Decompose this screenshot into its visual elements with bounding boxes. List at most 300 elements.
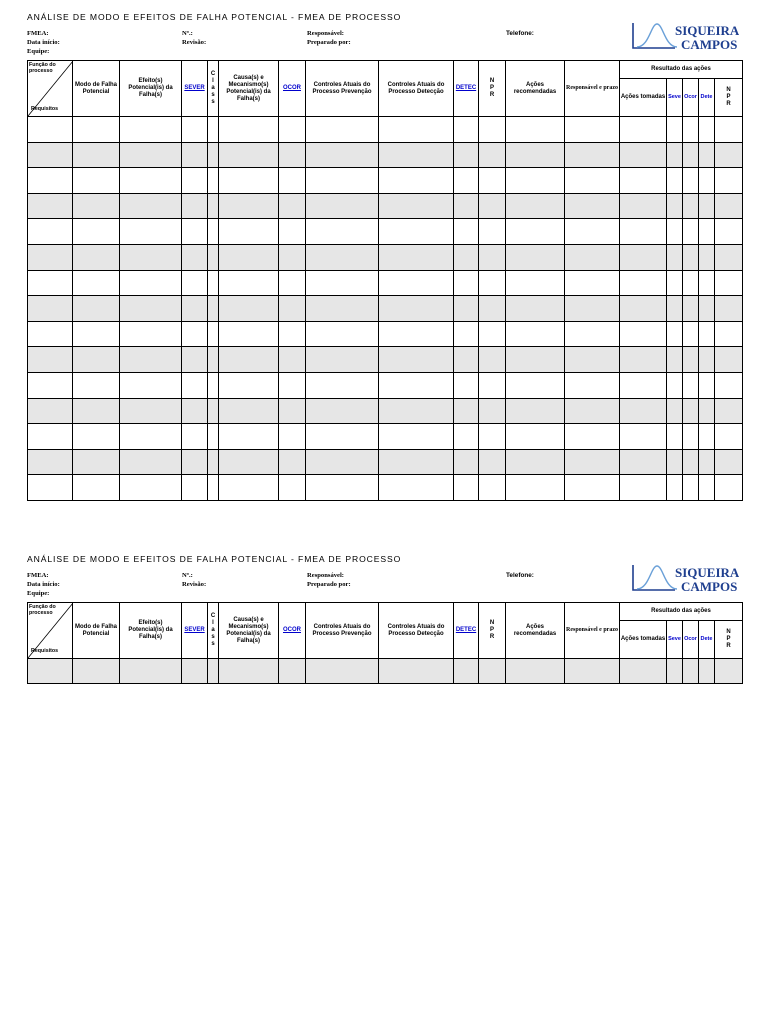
table-cell[interactable]	[667, 193, 683, 219]
table-cell[interactable]	[620, 219, 667, 245]
table-cell[interactable]	[667, 475, 683, 501]
table-cell[interactable]	[73, 296, 120, 322]
table-cell[interactable]	[699, 372, 715, 398]
table-cell[interactable]	[565, 117, 620, 143]
table-cell[interactable]	[715, 193, 743, 219]
table-cell[interactable]	[306, 142, 379, 168]
table-cell[interactable]	[208, 244, 219, 270]
table-cell[interactable]	[28, 219, 73, 245]
table-cell[interactable]	[208, 659, 219, 684]
table-cell[interactable]	[479, 372, 506, 398]
table-cell[interactable]	[683, 168, 699, 194]
table-cell[interactable]	[279, 449, 306, 475]
table-cell[interactable]	[73, 193, 120, 219]
table-cell[interactable]	[306, 475, 379, 501]
table-cell[interactable]	[379, 244, 454, 270]
table-cell[interactable]	[306, 659, 379, 684]
table-cell[interactable]	[506, 424, 565, 450]
header-sever[interactable]	[182, 603, 208, 659]
table-cell[interactable]	[454, 347, 479, 373]
table-cell[interactable]	[120, 424, 182, 450]
table-cell[interactable]	[379, 321, 454, 347]
table-cell[interactable]	[454, 296, 479, 322]
table-cell[interactable]	[479, 296, 506, 322]
table-cell[interactable]	[506, 659, 565, 684]
table-cell[interactable]	[379, 659, 454, 684]
table-cell[interactable]	[565, 398, 620, 424]
table-cell[interactable]	[699, 321, 715, 347]
sever-link[interactable]: SEVER	[184, 627, 205, 633]
table-cell[interactable]	[306, 193, 379, 219]
table-cell[interactable]	[306, 449, 379, 475]
table-cell[interactable]	[715, 659, 743, 684]
table-cell[interactable]	[683, 219, 699, 245]
table-cell[interactable]	[479, 475, 506, 501]
table-cell[interactable]	[120, 270, 182, 296]
table-cell[interactable]	[620, 372, 667, 398]
table-cell[interactable]	[306, 347, 379, 373]
table-cell[interactable]	[306, 168, 379, 194]
table-cell[interactable]	[28, 193, 73, 219]
table-cell[interactable]	[565, 449, 620, 475]
detec-link[interactable]: DETEC	[455, 627, 477, 633]
table-cell[interactable]	[479, 347, 506, 373]
table-cell[interactable]	[565, 372, 620, 398]
table-cell[interactable]	[219, 449, 279, 475]
header-ocor[interactable]	[279, 603, 306, 659]
table-cell[interactable]	[454, 372, 479, 398]
table-cell[interactable]	[479, 193, 506, 219]
table-cell[interactable]	[306, 424, 379, 450]
table-cell[interactable]	[120, 244, 182, 270]
table-cell[interactable]	[219, 193, 279, 219]
table-cell[interactable]	[454, 244, 479, 270]
table-cell[interactable]	[120, 449, 182, 475]
table-cell[interactable]	[715, 219, 743, 245]
table-cell[interactable]	[208, 347, 219, 373]
table-cell[interactable]	[667, 398, 683, 424]
table-cell[interactable]	[306, 270, 379, 296]
table-cell[interactable]	[620, 424, 667, 450]
table-cell[interactable]	[306, 372, 379, 398]
table-cell[interactable]	[454, 193, 479, 219]
table-cell[interactable]	[715, 321, 743, 347]
table-cell[interactable]	[219, 475, 279, 501]
table-cell[interactable]	[667, 347, 683, 373]
table-cell[interactable]	[120, 193, 182, 219]
table-cell[interactable]	[379, 219, 454, 245]
table-cell[interactable]	[28, 424, 73, 450]
table-cell[interactable]	[120, 142, 182, 168]
table-cell[interactable]	[699, 449, 715, 475]
table-cell[interactable]	[182, 424, 208, 450]
table-cell[interactable]	[454, 142, 479, 168]
table-cell[interactable]	[73, 321, 120, 347]
table-cell[interactable]	[454, 449, 479, 475]
table-cell[interactable]	[620, 347, 667, 373]
table-cell[interactable]	[715, 142, 743, 168]
table-cell[interactable]	[279, 321, 306, 347]
table-cell[interactable]	[219, 168, 279, 194]
table-cell[interactable]	[454, 117, 479, 143]
table-cell[interactable]	[454, 219, 479, 245]
table-cell[interactable]	[182, 193, 208, 219]
table-cell[interactable]	[379, 270, 454, 296]
table-cell[interactable]	[208, 424, 219, 450]
table-cell[interactable]	[208, 270, 219, 296]
table-cell[interactable]	[208, 142, 219, 168]
table-cell[interactable]	[73, 168, 120, 194]
table-cell[interactable]	[667, 449, 683, 475]
table-cell[interactable]	[506, 321, 565, 347]
table-cell[interactable]	[667, 321, 683, 347]
table-cell[interactable]	[699, 142, 715, 168]
table-cell[interactable]	[279, 270, 306, 296]
sever-link[interactable]: SEVER	[184, 85, 205, 91]
table-cell[interactable]	[699, 117, 715, 143]
table-cell[interactable]	[667, 219, 683, 245]
table-cell[interactable]	[506, 475, 565, 501]
table-cell[interactable]	[683, 244, 699, 270]
table-cell[interactable]	[715, 296, 743, 322]
table-cell[interactable]	[120, 398, 182, 424]
ocor-link[interactable]: OCOR	[283, 627, 301, 633]
table-cell[interactable]	[565, 142, 620, 168]
table-cell[interactable]	[454, 270, 479, 296]
table-cell[interactable]	[479, 168, 506, 194]
table-cell[interactable]	[506, 219, 565, 245]
table-cell[interactable]	[182, 296, 208, 322]
table-cell[interactable]	[683, 398, 699, 424]
table-cell[interactable]	[379, 142, 454, 168]
table-cell[interactable]	[683, 475, 699, 501]
table-cell[interactable]	[120, 372, 182, 398]
table-cell[interactable]	[306, 398, 379, 424]
table-cell[interactable]	[479, 142, 506, 168]
table-cell[interactable]	[683, 372, 699, 398]
table-cell[interactable]	[279, 296, 306, 322]
table-cell[interactable]	[699, 398, 715, 424]
table-cell[interactable]	[565, 659, 620, 684]
table-cell[interactable]	[120, 219, 182, 245]
table-cell[interactable]	[479, 659, 506, 684]
table-cell[interactable]	[620, 244, 667, 270]
table-cell[interactable]	[182, 270, 208, 296]
table-cell[interactable]	[28, 244, 73, 270]
table-cell[interactable]	[565, 347, 620, 373]
table-cell[interactable]	[182, 244, 208, 270]
table-cell[interactable]	[73, 117, 120, 143]
table-cell[interactable]	[379, 398, 454, 424]
table-cell[interactable]	[667, 424, 683, 450]
table-cell[interactable]	[620, 659, 667, 684]
table-cell[interactable]	[715, 424, 743, 450]
table-cell[interactable]	[699, 168, 715, 194]
table-cell[interactable]	[208, 168, 219, 194]
table-cell[interactable]	[279, 659, 306, 684]
table-cell[interactable]	[715, 449, 743, 475]
table-cell[interactable]	[479, 270, 506, 296]
table-cell[interactable]	[699, 659, 715, 684]
table-cell[interactable]	[219, 659, 279, 684]
table-cell[interactable]	[699, 475, 715, 501]
table-cell[interactable]	[28, 168, 73, 194]
table-cell[interactable]	[120, 296, 182, 322]
table-cell[interactable]	[73, 244, 120, 270]
table-cell[interactable]	[182, 659, 208, 684]
table-cell[interactable]	[479, 117, 506, 143]
table-cell[interactable]	[219, 219, 279, 245]
table-cell[interactable]	[182, 142, 208, 168]
table-cell[interactable]	[565, 244, 620, 270]
table-cell[interactable]	[620, 398, 667, 424]
table-cell[interactable]	[379, 296, 454, 322]
table-cell[interactable]	[28, 347, 73, 373]
table-cell[interactable]	[219, 347, 279, 373]
table-cell[interactable]	[208, 398, 219, 424]
table-cell[interactable]	[120, 117, 182, 143]
table-cell[interactable]	[620, 168, 667, 194]
table-cell[interactable]	[208, 475, 219, 501]
table-cell[interactable]	[182, 372, 208, 398]
header-ocor[interactable]	[279, 61, 306, 117]
table-cell[interactable]	[219, 270, 279, 296]
table-cell[interactable]	[279, 219, 306, 245]
table-cell[interactable]	[182, 321, 208, 347]
table-cell[interactable]	[279, 398, 306, 424]
table-cell[interactable]	[28, 398, 73, 424]
table-cell[interactable]	[120, 475, 182, 501]
table-cell[interactable]	[479, 398, 506, 424]
table-cell[interactable]	[506, 270, 565, 296]
detec-link[interactable]: DETEC	[455, 85, 477, 91]
table-cell[interactable]	[479, 424, 506, 450]
table-cell[interactable]	[379, 424, 454, 450]
table-cell[interactable]	[73, 219, 120, 245]
table-cell[interactable]	[182, 398, 208, 424]
table-cell[interactable]	[379, 193, 454, 219]
table-cell[interactable]	[699, 424, 715, 450]
table-cell[interactable]	[279, 475, 306, 501]
table-cell[interactable]	[699, 193, 715, 219]
table-cell[interactable]	[306, 219, 379, 245]
table-cell[interactable]	[715, 244, 743, 270]
table-cell[interactable]	[73, 398, 120, 424]
ocor-link[interactable]: OCOR	[283, 85, 301, 91]
table-cell[interactable]	[28, 659, 73, 684]
table-cell[interactable]	[620, 449, 667, 475]
table-cell[interactable]	[379, 117, 454, 143]
table-cell[interactable]	[506, 398, 565, 424]
table-cell[interactable]	[479, 321, 506, 347]
table-cell[interactable]	[506, 142, 565, 168]
table-cell[interactable]	[182, 168, 208, 194]
table-cell[interactable]	[715, 270, 743, 296]
table-cell[interactable]	[219, 321, 279, 347]
table-cell[interactable]	[620, 270, 667, 296]
table-cell[interactable]	[565, 475, 620, 501]
header-sever[interactable]	[182, 61, 208, 117]
table-cell[interactable]	[219, 142, 279, 168]
table-cell[interactable]	[715, 117, 743, 143]
table-cell[interactable]	[73, 424, 120, 450]
table-cell[interactable]	[667, 296, 683, 322]
table-cell[interactable]	[379, 347, 454, 373]
table-cell[interactable]	[120, 168, 182, 194]
header-detec[interactable]	[454, 61, 479, 117]
table-cell[interactable]	[208, 372, 219, 398]
table-cell[interactable]	[379, 475, 454, 501]
table-cell[interactable]	[120, 347, 182, 373]
table-cell[interactable]	[28, 270, 73, 296]
table-cell[interactable]	[120, 659, 182, 684]
table-cell[interactable]	[454, 659, 479, 684]
table-cell[interactable]	[565, 168, 620, 194]
table-cell[interactable]	[620, 142, 667, 168]
table-cell[interactable]	[279, 117, 306, 143]
table-cell[interactable]	[379, 372, 454, 398]
table-cell[interactable]	[306, 244, 379, 270]
table-cell[interactable]	[683, 659, 699, 684]
table-cell[interactable]	[565, 321, 620, 347]
table-cell[interactable]	[667, 117, 683, 143]
table-cell[interactable]	[182, 219, 208, 245]
table-cell[interactable]	[28, 449, 73, 475]
table-cell[interactable]	[683, 321, 699, 347]
table-cell[interactable]	[715, 398, 743, 424]
table-cell[interactable]	[28, 142, 73, 168]
table-cell[interactable]	[379, 449, 454, 475]
table-cell[interactable]	[667, 659, 683, 684]
table-cell[interactable]	[506, 449, 565, 475]
table-cell[interactable]	[683, 117, 699, 143]
table-cell[interactable]	[279, 424, 306, 450]
table-cell[interactable]	[683, 449, 699, 475]
table-cell[interactable]	[73, 347, 120, 373]
table-cell[interactable]	[683, 142, 699, 168]
table-cell[interactable]	[306, 296, 379, 322]
table-cell[interactable]	[699, 270, 715, 296]
table-cell[interactable]	[620, 117, 667, 143]
table-cell[interactable]	[715, 168, 743, 194]
table-cell[interactable]	[219, 244, 279, 270]
table-cell[interactable]	[683, 270, 699, 296]
table-cell[interactable]	[28, 321, 73, 347]
table-cell[interactable]	[28, 296, 73, 322]
table-cell[interactable]	[182, 117, 208, 143]
table-cell[interactable]	[620, 475, 667, 501]
table-cell[interactable]	[120, 321, 182, 347]
table-cell[interactable]	[699, 244, 715, 270]
table-cell[interactable]	[73, 142, 120, 168]
table-cell[interactable]	[306, 117, 379, 143]
table-cell[interactable]	[73, 449, 120, 475]
table-cell[interactable]	[620, 321, 667, 347]
table-cell[interactable]	[182, 347, 208, 373]
table-cell[interactable]	[565, 193, 620, 219]
table-cell[interactable]	[565, 219, 620, 245]
table-cell[interactable]	[279, 142, 306, 168]
table-cell[interactable]	[279, 244, 306, 270]
table-cell[interactable]	[208, 449, 219, 475]
table-cell[interactable]	[699, 347, 715, 373]
table-cell[interactable]	[667, 372, 683, 398]
table-cell[interactable]	[715, 475, 743, 501]
table-cell[interactable]	[28, 372, 73, 398]
table-cell[interactable]	[699, 296, 715, 322]
table-cell[interactable]	[454, 475, 479, 501]
table-cell[interactable]	[28, 117, 73, 143]
table-cell[interactable]	[219, 398, 279, 424]
table-cell[interactable]	[208, 321, 219, 347]
table-cell[interactable]	[219, 117, 279, 143]
table-cell[interactable]	[683, 296, 699, 322]
table-cell[interactable]	[667, 142, 683, 168]
table-cell[interactable]	[454, 398, 479, 424]
table-cell[interactable]	[279, 193, 306, 219]
table-cell[interactable]	[506, 168, 565, 194]
table-cell[interactable]	[219, 424, 279, 450]
table-cell[interactable]	[73, 659, 120, 684]
table-cell[interactable]	[479, 244, 506, 270]
table-cell[interactable]	[506, 244, 565, 270]
table-cell[interactable]	[208, 117, 219, 143]
table-cell[interactable]	[683, 424, 699, 450]
table-cell[interactable]	[506, 372, 565, 398]
table-cell[interactable]	[208, 219, 219, 245]
table-cell[interactable]	[715, 372, 743, 398]
table-cell[interactable]	[279, 372, 306, 398]
table-cell[interactable]	[565, 270, 620, 296]
table-cell[interactable]	[667, 168, 683, 194]
table-cell[interactable]	[506, 193, 565, 219]
table-cell[interactable]	[683, 193, 699, 219]
table-cell[interactable]	[667, 270, 683, 296]
table-cell[interactable]	[306, 321, 379, 347]
table-cell[interactable]	[454, 168, 479, 194]
table-cell[interactable]	[28, 475, 73, 501]
table-cell[interactable]	[73, 372, 120, 398]
table-cell[interactable]	[208, 296, 219, 322]
table-cell[interactable]	[279, 168, 306, 194]
table-cell[interactable]	[208, 193, 219, 219]
table-cell[interactable]	[479, 449, 506, 475]
table-cell[interactable]	[506, 117, 565, 143]
table-cell[interactable]	[454, 321, 479, 347]
table-cell[interactable]	[620, 296, 667, 322]
header-detec[interactable]	[454, 603, 479, 659]
table-cell[interactable]	[73, 475, 120, 501]
table-cell[interactable]	[620, 193, 667, 219]
table-cell[interactable]	[219, 372, 279, 398]
table-cell[interactable]	[379, 168, 454, 194]
table-cell[interactable]	[667, 244, 683, 270]
table-cell[interactable]	[182, 449, 208, 475]
table-cell[interactable]	[565, 296, 620, 322]
table-cell[interactable]	[479, 219, 506, 245]
table-cell[interactable]	[683, 347, 699, 373]
table-cell[interactable]	[506, 347, 565, 373]
table-cell[interactable]	[565, 424, 620, 450]
table-cell[interactable]	[182, 475, 208, 501]
table-cell[interactable]	[506, 296, 565, 322]
table-cell[interactable]	[454, 424, 479, 450]
table-cell[interactable]	[73, 270, 120, 296]
table-cell[interactable]	[219, 296, 279, 322]
table-cell[interactable]	[699, 219, 715, 245]
table-cell[interactable]	[279, 347, 306, 373]
table-cell[interactable]	[715, 347, 743, 373]
